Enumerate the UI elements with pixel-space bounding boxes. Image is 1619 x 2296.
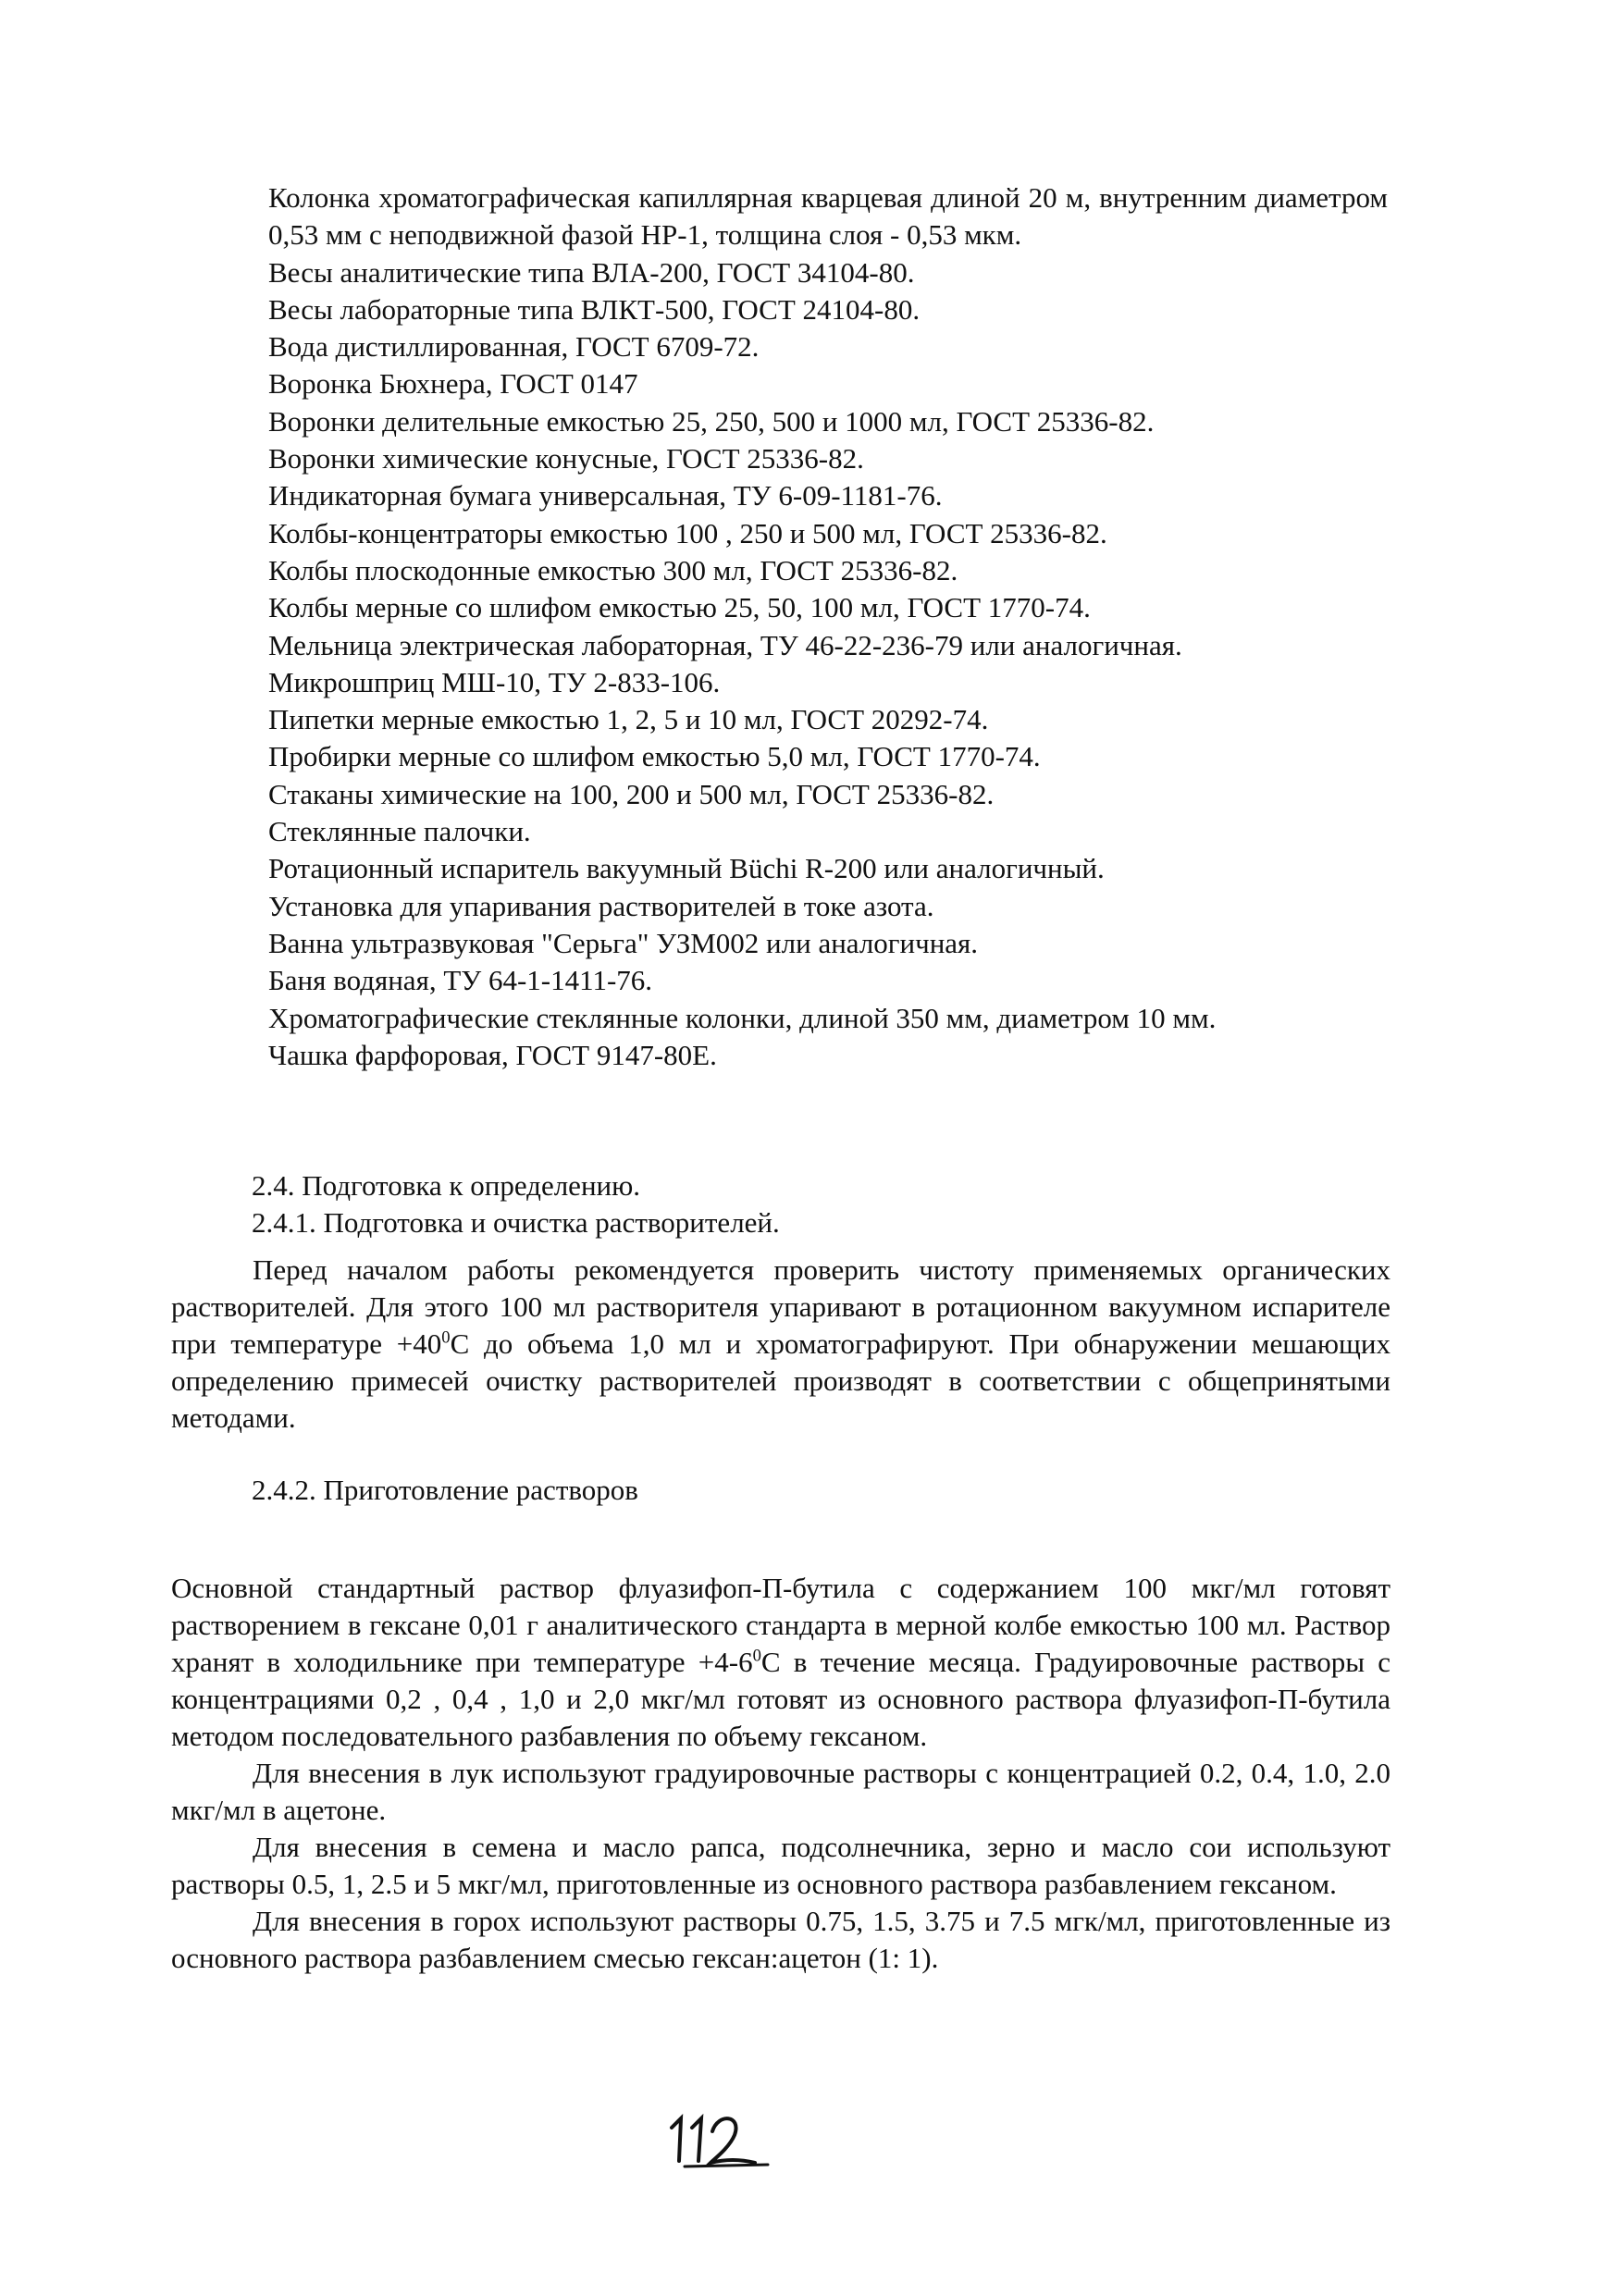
paragraph-text: С в течение месяца. Градуировочные растворы с концентрациями 0,2 , 0,4 , 1,0 и 2,0 мкг/мл готовят из основного раствора флуазифоп-П-бутила методом последовательного разбавления по объему гексаном. (171, 1646, 1391, 1752)
paragraph: Для внесения в лук используют градуировочные растворы с концентрацией 0.2, 0.4, 1.0, 2.0 мкг/мл в ацетоне. (171, 1757, 1390, 1826)
degree-superscript: 0 (752, 1646, 761, 1666)
equipment-item: Индикаторная бумага универсальная, ТУ 6-09-1181-76. (268, 479, 943, 512)
equipment-item: Стаканы химические на 100, 200 и 500 мл, ГОСТ 25336-82. (268, 777, 995, 810)
equipment-item: Мельница электрическая лабораторная, ТУ 46-22-236-79 или аналогичная. (268, 628, 1182, 661)
equipment-list (268, 179, 1388, 1074)
equipment-item: Колбы-концентраторы емкостью 100 , 250 и 500 мл, ГОСТ 25336-82. (268, 516, 1107, 549)
section-2-4-headings (252, 1167, 1390, 1241)
equipment-item: Стеклянные палочки. (268, 815, 531, 848)
equipment-item: Воронки химические конусные, ГОСТ 25336-82. (268, 442, 864, 475)
equipment-item: Воронки делительные емкостью 25, 250, 500 и 1000 мл, ГОСТ 25336-82. (268, 404, 1155, 438)
equipment-item: Ванна ультразвуковая "Серьга" УЗМ002 или аналогичная. (268, 926, 979, 959)
equipment-item: Пробирки мерные со шлифом емкостью 5,0 мл, ГОСТ 1770-74. (268, 740, 1041, 773)
paragraph (171, 1570, 1390, 1755)
solvent-cleaning-paragraph (171, 1252, 1390, 1437)
equipment-item: Воронка Бюхнера, ГОСТ 0147 (268, 367, 638, 401)
equipment-item: Баня водяная, ТУ 64-1-1411-76. (268, 964, 653, 997)
equipment-item: Колбы плоскодонные емкостью 300 мл, ГОСТ 25336-82. (268, 553, 958, 586)
equipment-item: Установка для упаривания растворителей в токе азота. (268, 889, 934, 922)
paragraph-text: С до объема 1,0 мл и хроматографируют. При обнаружении мешающих определению примесей очистку растворителей производят в соответствии с общепринятыми методами. (171, 1327, 1390, 1434)
section-2-4-2-heading-block (252, 1472, 1390, 1509)
equipment-item: Колбы мерные со шлифом емкостью 25, 50, 100 мл, ГОСТ 1770-74. (268, 591, 1091, 624)
equipment-item: Чашка фарфоровая, ГОСТ 9147-80Е. (268, 1038, 717, 1071)
paragraph: Для внесения в семена и масло рапса, подсолнечника, зерно и масло сои используют растворы 0.5, 1, 2.5 и 5 мкг/мл, приготовленные из основного раствора разбавлением гексаном. (171, 1831, 1390, 1900)
equipment-item: Ротационный испаритель вакуумный Büchi R-200 или аналогичный. (268, 852, 1105, 885)
equipment-item: Микрошприц МШ-10, ТУ 2-833-106. (268, 665, 721, 698)
equipment-item: Колонка хроматографическая капиллярная кварцевая длиной 20 м, внутренним диаметром 0,53 мм с неподвижной фазой HP-1, толщина слоя - 0,53 мкм. (268, 181, 1388, 252)
equipment-item: Хроматографические стеклянные колонки, длиной 350 мм, диаметром 10 мм. (268, 1001, 1217, 1034)
equipment-item: Вода дистиллированная, ГОСТ 6709-72. (268, 330, 760, 364)
equipment-item: Весы лабораторные типа ВЛКТ-500, ГОСТ 24104-80. (268, 292, 921, 326)
section-heading: 2.4. Подготовка к определению. (252, 1169, 641, 1202)
handwritten-page-number (666, 2107, 777, 2172)
equipment-item: Пипетки мерные емкостью 1, 2, 5 и 10 мл, ГОСТ 20292-74. (268, 703, 989, 736)
equipment-item: Весы аналитические типа ВЛА-200, ГОСТ 34104-80. (268, 255, 915, 289)
subsection-heading: 2.4.2. Приготовление растворов (252, 1474, 638, 1506)
paragraph-text: Основной стандартный раствор флуазифоп-П-бутила с содержанием 100 мкг/мл готовят растворением в гексане 0,01 г аналитического стандарта в мерной колбе емкостью 100 мл. Раствор хранят в холодильнике при температуре +4-6 (171, 1572, 1390, 1678)
paragraph: Для внесения в горох используют растворы 0.75, 1.5, 3.75 и 7.5 мгк/мл, приготовленные из основного раствора разбавлением смесью гексан:ацетон (1: 1). (171, 1905, 1390, 1974)
degree-superscript: 0 (441, 1327, 451, 1348)
solutions-paragraphs (171, 1570, 1390, 1977)
subsection-heading: 2.4.1. Подготовка и очистка растворителей. (252, 1206, 780, 1239)
paragraph-text: Перед началом работы рекомендуется проверить чистоту применяемых органических растворителей. Для этого 100 мл растворителя упаривают в ротационном вакуумном испарителе при температуре +40 (171, 1253, 1390, 1360)
